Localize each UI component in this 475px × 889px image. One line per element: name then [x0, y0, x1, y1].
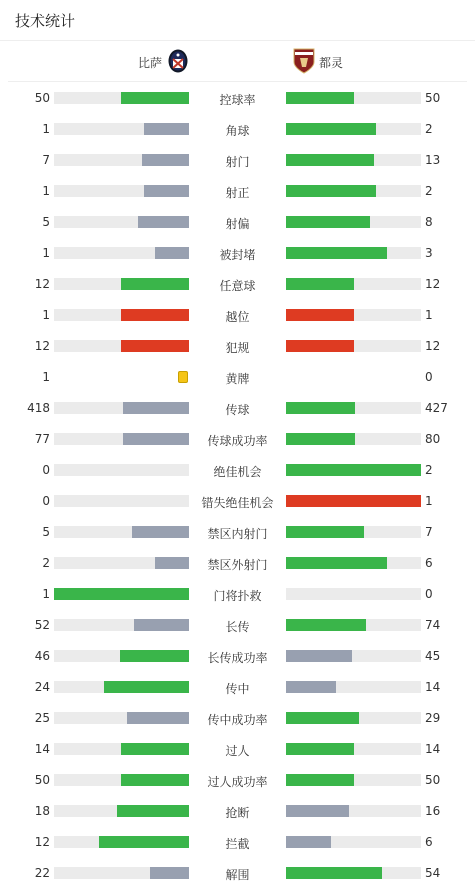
stat-row	[0, 672, 475, 703]
home-bar	[99, 836, 189, 848]
home-bar-track	[54, 123, 189, 135]
away-value: 3	[425, 246, 433, 260]
home-value: 5	[42, 215, 50, 229]
away-bar	[286, 123, 376, 135]
away-bar	[286, 185, 376, 197]
stat-label: 控球率	[219, 93, 256, 107]
stat-row	[0, 703, 475, 734]
home-bar	[127, 712, 189, 724]
home-value: 1	[42, 308, 50, 322]
stat-label: 解围	[225, 868, 250, 882]
away-bar-track	[286, 805, 421, 817]
away-value: 6	[425, 556, 433, 570]
home-bar	[123, 433, 189, 445]
home-value: 2	[42, 556, 50, 570]
away-bar-track	[286, 681, 421, 693]
away-value: 54	[425, 866, 441, 880]
away-bar	[286, 247, 387, 259]
home-bar	[120, 650, 189, 662]
stat-label: 禁区内射门	[207, 527, 268, 541]
stat-label: 被封堵	[219, 248, 256, 262]
away-bar-track	[286, 247, 421, 259]
away-value: 6	[425, 835, 433, 849]
stat-row	[0, 765, 475, 796]
home-value: 22	[34, 866, 50, 880]
away-bar-track	[286, 340, 421, 352]
away-bar	[286, 712, 359, 724]
home-bar-track	[54, 402, 189, 414]
away-value: 29	[425, 711, 441, 725]
away-bar-track	[286, 526, 421, 538]
home-bar-track	[54, 805, 189, 817]
stat-label: 黄牌	[225, 372, 250, 386]
stat-label: 绝佳机会	[213, 465, 262, 479]
away-bar	[286, 836, 331, 848]
away-bar	[286, 526, 364, 538]
away-team-name: 都灵	[319, 56, 344, 70]
stat-label: 射偏	[225, 217, 250, 231]
home-bar	[123, 402, 189, 414]
stat-row	[0, 827, 475, 858]
away-bar	[286, 774, 354, 786]
away-value: 1	[425, 308, 433, 322]
stat-row	[0, 207, 475, 238]
away-bar	[286, 681, 336, 693]
home-value: 12	[34, 339, 50, 353]
stat-row	[0, 331, 475, 362]
away-bar-track	[286, 774, 421, 786]
home-value: 418	[27, 401, 50, 415]
home-bar	[138, 216, 189, 228]
home-value: 1	[42, 587, 50, 601]
home-value: 14	[34, 742, 50, 756]
stat-row	[0, 486, 475, 517]
stat-label: 角球	[225, 124, 250, 138]
stat-label: 射门	[225, 155, 250, 169]
away-value: 13	[425, 153, 441, 167]
home-bar-track	[54, 185, 189, 197]
home-bar-track	[54, 557, 189, 569]
page-title: 技术统计	[15, 12, 76, 30]
home-bar-track	[54, 836, 189, 848]
away-bar	[286, 650, 352, 662]
away-bar	[286, 619, 366, 631]
stat-row	[0, 579, 475, 610]
away-bar	[286, 278, 354, 290]
away-bar	[286, 805, 349, 817]
away-bar	[286, 433, 355, 445]
away-value: 12	[425, 277, 441, 291]
home-value: 50	[34, 91, 50, 105]
stat-row	[0, 641, 475, 672]
away-value: 2	[425, 184, 433, 198]
home-bar	[144, 123, 189, 135]
home-bar-track	[54, 526, 189, 538]
home-bar-track	[54, 619, 189, 631]
away-value: 45	[425, 649, 441, 663]
stat-row	[0, 796, 475, 827]
stat-label: 门将扑救	[213, 589, 262, 603]
home-value: 12	[34, 277, 50, 291]
away-value: 16	[425, 804, 441, 818]
away-bar	[286, 743, 354, 755]
stat-label: 任意球	[219, 279, 256, 293]
away-bar	[286, 402, 355, 414]
away-value: 2	[425, 463, 433, 477]
away-value: 12	[425, 339, 441, 353]
home-value: 18	[34, 804, 50, 818]
home-bar-track	[54, 340, 189, 352]
home-value: 24	[34, 680, 50, 694]
stat-label: 长传成功率	[207, 651, 268, 665]
away-value: 7	[425, 525, 433, 539]
stat-row	[0, 424, 475, 455]
stat-label: 传球	[225, 403, 250, 417]
home-bar-track	[54, 92, 189, 104]
stat-label: 越位	[225, 310, 250, 324]
home-bar-track	[54, 867, 189, 879]
away-bar-track	[286, 836, 421, 848]
stat-label: 错失绝佳机会	[201, 496, 274, 510]
stat-row	[0, 362, 475, 393]
away-value: 14	[425, 742, 441, 756]
home-bar	[117, 805, 189, 817]
away-value: 50	[425, 773, 441, 787]
away-bar-track	[286, 402, 421, 414]
stat-row	[0, 455, 475, 486]
teams-header	[8, 41, 467, 82]
home-bar	[155, 247, 189, 259]
stat-row	[0, 238, 475, 269]
home-bar	[142, 154, 189, 166]
home-bar	[121, 774, 189, 786]
stat-label: 过人成功率	[207, 775, 268, 789]
away-bar-track	[286, 743, 421, 755]
home-bar-track	[54, 464, 189, 476]
stat-label: 抢断	[225, 806, 250, 820]
away-bar	[286, 557, 387, 569]
home-team-name: 比萨	[138, 56, 163, 70]
away-bar-track	[286, 309, 421, 321]
home-value: 1	[42, 184, 50, 198]
stat-row	[0, 269, 475, 300]
home-bar	[132, 526, 189, 538]
away-value: 1	[425, 494, 433, 508]
stat-label: 过人	[225, 744, 250, 758]
stat-label: 传球成功率	[207, 434, 268, 448]
stat-label: 长传	[225, 620, 250, 634]
away-bar-track	[286, 216, 421, 228]
away-bar	[286, 867, 382, 879]
home-value: 1	[42, 122, 50, 136]
home-value: 46	[34, 649, 50, 663]
home-bar-track	[54, 433, 189, 445]
away-bar-track	[286, 433, 421, 445]
home-bar-track	[54, 650, 189, 662]
away-value: 80	[425, 432, 441, 446]
away-bar-track	[286, 619, 421, 631]
stat-row	[0, 300, 475, 331]
home-value: 50	[34, 773, 50, 787]
away-value: 74	[425, 618, 441, 632]
stat-label: 拦截	[225, 837, 250, 851]
stat-label: 传中成功率	[207, 713, 268, 727]
away-bar	[286, 495, 421, 507]
away-bar	[286, 216, 370, 228]
away-bar-track	[286, 495, 421, 507]
home-bar	[54, 588, 189, 600]
away-bar	[286, 464, 421, 476]
home-value: 52	[34, 618, 50, 632]
home-bar	[104, 681, 189, 693]
home-value: 12	[34, 835, 50, 849]
away-bar	[286, 92, 354, 104]
away-bar-track	[286, 185, 421, 197]
home-bar	[155, 557, 189, 569]
stat-label: 犯规	[225, 341, 250, 355]
home-value: 5	[42, 525, 50, 539]
away-value: 8	[425, 215, 433, 229]
away-value: 0	[425, 370, 433, 384]
home-bar	[121, 92, 189, 104]
home-bar-track	[54, 495, 189, 507]
stat-row	[0, 393, 475, 424]
away-bar-track	[286, 92, 421, 104]
stat-row	[0, 858, 475, 889]
stat-row	[0, 734, 475, 765]
away-bar-track	[286, 464, 421, 476]
away-bar	[286, 309, 354, 321]
home-bar	[121, 309, 189, 321]
away-bar-track	[286, 557, 421, 569]
home-bar	[134, 619, 189, 631]
home-bar	[144, 185, 189, 197]
stat-row	[0, 610, 475, 641]
home-bar-track	[54, 278, 189, 290]
stat-label: 传中	[225, 682, 250, 696]
home-bar-track	[54, 309, 189, 321]
home-value: 1	[42, 370, 50, 384]
away-value: 14	[425, 680, 441, 694]
away-bar-track	[286, 588, 421, 600]
home-team-logo-icon	[168, 49, 188, 73]
stat-row	[0, 517, 475, 548]
header	[0, 0, 475, 41]
away-bar-track	[286, 712, 421, 724]
away-bar-track	[286, 867, 421, 879]
home-bar-track	[54, 774, 189, 786]
stat-row	[0, 83, 475, 114]
away-value: 50	[425, 91, 441, 105]
stat-row	[0, 114, 475, 145]
home-value: 25	[34, 711, 50, 725]
home-bar-track	[54, 743, 189, 755]
home-bar-track	[54, 712, 189, 724]
home-bar-track	[54, 681, 189, 693]
home-value: 77	[34, 432, 50, 446]
away-bar-track	[286, 123, 421, 135]
home-bar-track	[54, 154, 189, 166]
stat-label: 射正	[225, 186, 250, 200]
home-bar	[121, 743, 189, 755]
away-value: 2	[425, 122, 433, 136]
away-value: 427	[425, 401, 448, 415]
away-bar-track	[286, 154, 421, 166]
stat-row	[0, 548, 475, 579]
stat-row	[0, 176, 475, 207]
away-bar-track	[286, 650, 421, 662]
home-bar-track	[54, 216, 189, 228]
home-bar-track	[54, 247, 189, 259]
home-bar-track	[54, 588, 189, 600]
away-team-logo-icon	[292, 48, 316, 74]
home-value: 0	[42, 463, 50, 477]
home-value: 0	[42, 494, 50, 508]
home-bar	[121, 340, 189, 352]
home-value: 1	[42, 246, 50, 260]
home-bar	[150, 867, 189, 879]
stat-row	[0, 145, 475, 176]
home-value: 7	[42, 153, 50, 167]
stat-label: 禁区外射门	[207, 558, 268, 572]
home-bar	[121, 278, 189, 290]
away-bar	[286, 154, 374, 166]
away-value: 0	[425, 587, 433, 601]
away-bar-track	[286, 278, 421, 290]
yellow-card-icon	[178, 371, 188, 383]
away-bar	[286, 340, 354, 352]
